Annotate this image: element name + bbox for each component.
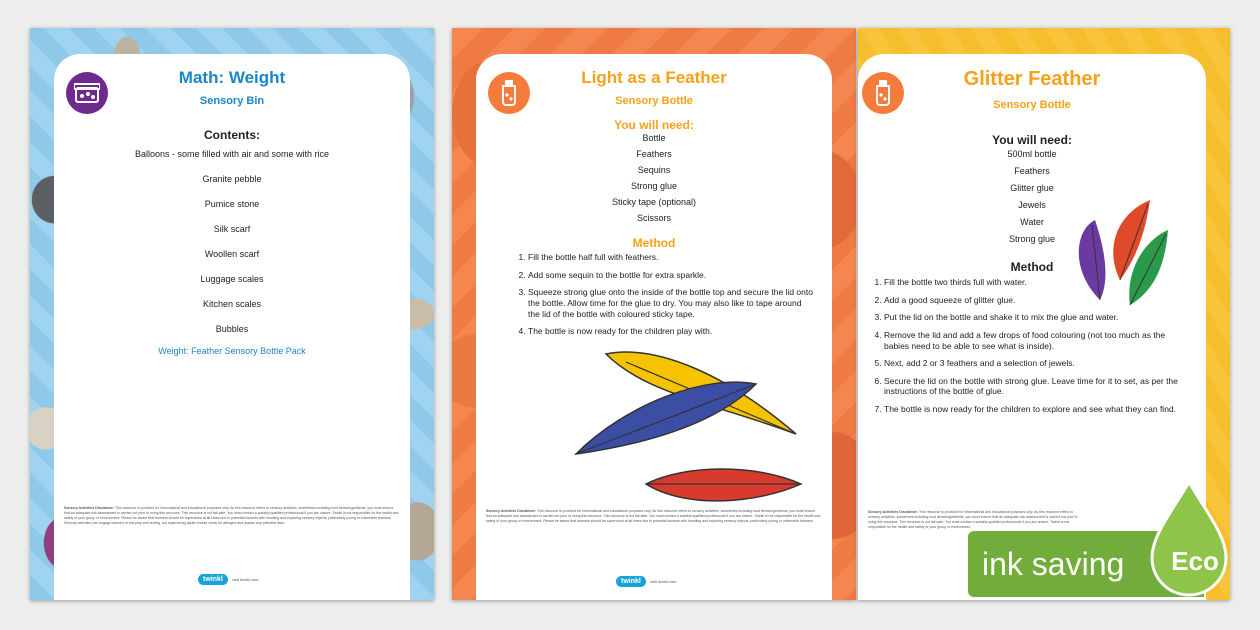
list-item: Feathers: [636, 149, 672, 159]
resource-link[interactable]: Weight: Feather Sensory Bottle Pack: [158, 346, 306, 356]
method-steps: [514, 252, 814, 344]
twinkl-logo: twinkl visit twinkl.com: [616, 576, 677, 587]
list-item: Luggage scales: [200, 274, 264, 284]
list-item: 5. Next, add 2 or 3 feathers and a selection of jewels.: [884, 358, 1192, 369]
sheet-card: [476, 54, 832, 600]
you-will-need-heading: You will need:: [992, 133, 1072, 147]
list-item: 3. Squeeze strong glue onto the inside of the bottle top and secure the lid onto the bottle. Allow time for the glue to dry. You may also like to tape around the lid of the bottle with coloured sticky tape.: [528, 287, 814, 319]
page-subtitle: Sensory Bottle: [993, 99, 1071, 111]
list-item: 1. Fill the bottle half full with feathers.: [528, 252, 814, 263]
eco-label: Eco: [1171, 546, 1219, 576]
list-item: Glitter glue: [1010, 183, 1054, 193]
page-subtitle: Sensory Bin: [199, 95, 265, 107]
feathers-illustration: [566, 344, 806, 504]
list-item: Feathers: [1014, 166, 1050, 176]
twinkl-logo: twinkl visit twinkl.com: [198, 574, 259, 585]
list-item: Jewels: [1018, 200, 1046, 210]
list-item: 7. The bottle is now ready for the children to explore and see what they can find.: [884, 404, 1192, 415]
list-item: 6. Secure the lid on the bottle with strong glue. Leave time for it to set, as per the instructions of the bottle of glue.: [884, 376, 1192, 397]
method-heading: Method: [632, 236, 676, 250]
list-item: Strong glue: [630, 181, 678, 191]
list-item: Woollen scarf: [204, 249, 260, 259]
list-item: Kitchen scales: [202, 299, 262, 309]
contents-heading: Contents:: [204, 128, 260, 142]
list-item: 2. Add some sequin to the bottle for extra sparkle.: [528, 270, 814, 281]
page-title: Light as a Feather: [581, 68, 727, 87]
list-item: 2. Add a good squeeze of glitter glue.: [884, 295, 1192, 306]
list-item: Scissors: [636, 213, 671, 223]
list-item: Water: [1020, 217, 1044, 227]
ink-saving-text: ink saving: [982, 545, 1125, 582]
eco-drop-icon: [1150, 480, 1228, 598]
list-item: 1. Fill the bottle two thirds full with water.: [884, 277, 1192, 288]
math-weight-sheet: [30, 28, 434, 600]
light-as-a-feather-sheet: [452, 28, 856, 600]
disclaimer: Sensory Activities Disclaimer: This resource is provided for informational and educational purposes only. As this resource refers to sensory activities, sometimes including food items/ingredients, you must ensure that an adequate risk assessment is carried out prior to using this resource. This resource is not fail-safe. You must contact a suitably qualified professional if you are unsure. Twinkl is not responsible for the health and safety of your group or environment. Please be aware that learners should be supervised at all times due to potential hazards with handling and exploring sensory objects, particularly young or vulnerable learners.: [486, 509, 821, 523]
list-item: Balloons - some filled with air and some with rice: [134, 149, 330, 159]
disclaimer: Sensory Activities Disclaimer: This resource is provided for informational and educational purposes only. As this resource refers to sensory activities, sometimes including food items/ingredients, you must ensure that an adequate risk assessment is carried out prior to using this resource. This resource is not fail-safe. You must contact a suitably qualified professional if you are unsure. Twinkl is not responsible for the health and safety of your group or environment.: [868, 510, 1078, 529]
list-item: 500ml bottle: [1007, 149, 1057, 159]
list-item: 3. Put the lid on the bottle and shake it to mix the glue and water.: [884, 312, 1192, 323]
list-item: 4. The bottle is now ready for the children play with.: [528, 326, 814, 337]
list-item: Granite pebble: [202, 174, 262, 184]
list-item: Sticky tape (optional): [611, 197, 697, 207]
contents-list: [54, 150, 410, 350]
page-subtitle: Sensory Bottle: [615, 95, 693, 107]
method-steps: [870, 277, 1192, 422]
list-item: Silk scarf: [213, 224, 251, 234]
sheet-card: [54, 54, 410, 600]
list-item: 4. Remove the lid and add a few drops of food colouring (not too much as the babies need to be able to see what is inside).: [884, 330, 1192, 351]
page-title: Glitter Feather: [963, 68, 1101, 90]
method-heading: Method: [1010, 260, 1054, 274]
page-title: Math: Weight: [178, 68, 286, 87]
list-item: Strong glue: [1008, 234, 1056, 244]
disclaimer: Sensory Activities Disclaimer: This resource is provided for informational and educational purposes only. As this resource refers to sensory activities, sometimes including food items/ingredients, you must ensure that an adequate risk assessment is carried out prior to using this resource. This resource is not fail-safe. You must contact a suitably qualified professional if you are unsure. Twinkl is not responsible for the health and safety of your group or environment. Please be aware that learners should be supervised at all times due to potential hazards with handling and exploring sensory objects, particularly young or vulnerable learners. Sensory activities can engage learners in trial play and hurling, but supervising adults should check for allergies and assess any potential risks.: [64, 506, 399, 525]
list-item: Pumice stone: [204, 199, 260, 209]
you-will-need-heading: You will need:: [614, 118, 694, 132]
list-item: Bubbles: [215, 324, 249, 334]
materials-list: [476, 134, 832, 230]
list-item: Sequins: [637, 165, 671, 175]
list-item: Bottle: [642, 133, 666, 143]
